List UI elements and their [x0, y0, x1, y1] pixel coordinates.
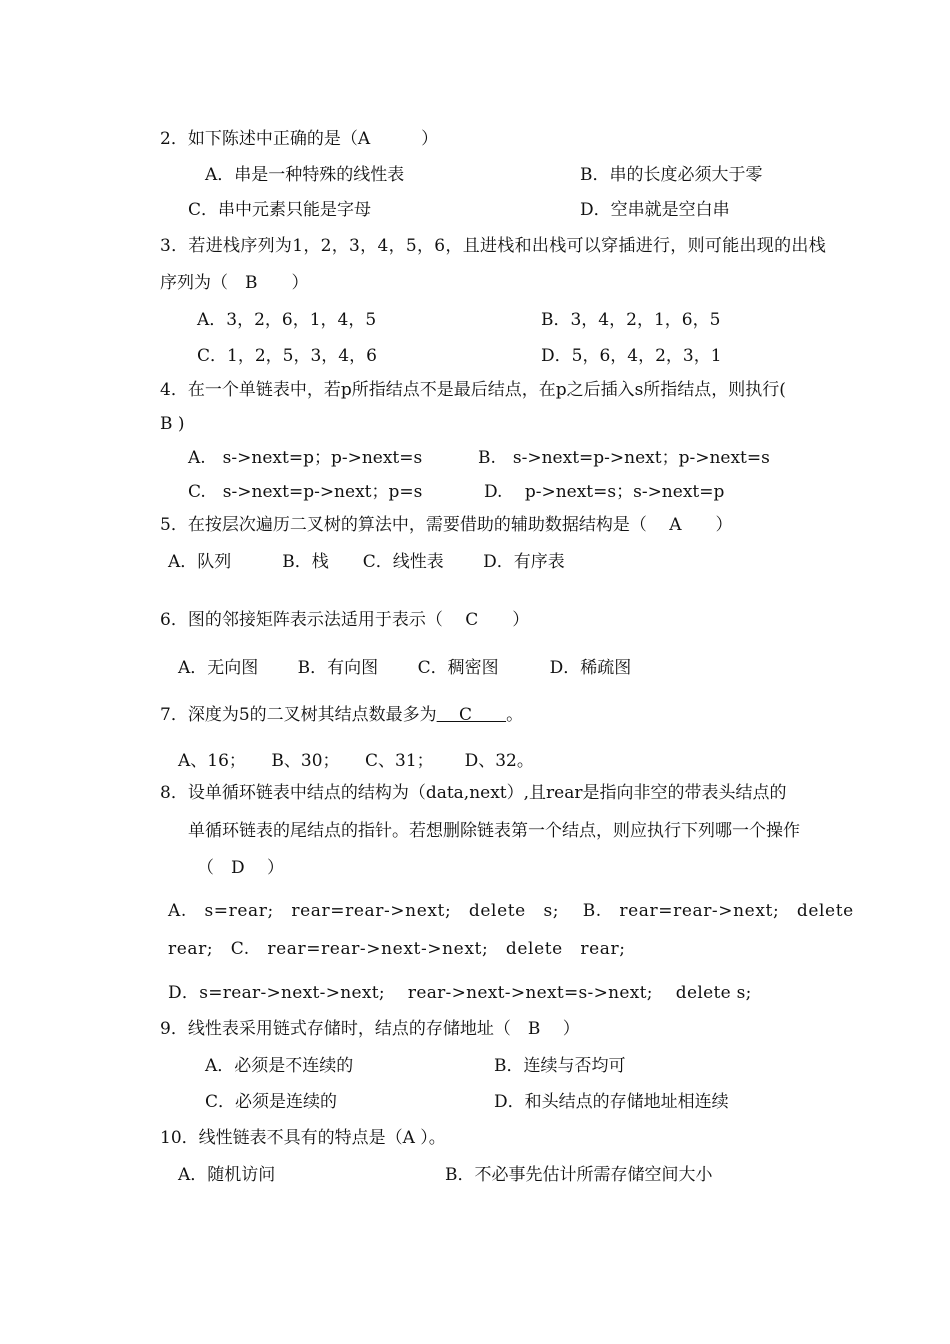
question-3-option-d: D．5，6，4，2，3，1: [541, 346, 722, 366]
question-7-stem-end: 。: [506, 705, 524, 725]
question-7-stem-text: 7．深度为5的二叉树其结点数最多为: [160, 705, 437, 725]
question-8-options-line1: A. s=rear; rear=rear->next; delete s; B. rear=rear->next; delete: [168, 901, 854, 921]
question-3-option-b: B．3，4，2，1，6，5: [541, 310, 721, 330]
question-7-stem: [160, 704, 523, 726]
question-9-option-c: C．必须是连续的: [205, 1092, 338, 1112]
question-9-option-b: B．连续与否均可: [494, 1056, 626, 1076]
question-10-option-b: B．不必事先估计所需存储空间大小: [445, 1165, 713, 1185]
question-4-option-a: A. s->next=p；p->next=s: [188, 448, 423, 468]
question-9-option-d: D．和头结点的存储地址相连续: [494, 1092, 729, 1112]
question-9-option-a: A．必须是不连续的: [205, 1056, 354, 1076]
question-4-stem-line2: B ): [160, 414, 185, 434]
question-10-stem: 10．线性链表不具有的特点是（A ）。: [160, 1128, 446, 1148]
question-4-option-d: D. p->next=s；s->next=p: [484, 482, 725, 502]
question-2-option-b: B．串的长度必须大于零: [580, 165, 763, 185]
question-6-stem: 6．图的邻接矩阵表示法适用于表示（ C ）: [160, 610, 530, 630]
question-2-option-a: A．串是一种特殊的线性表: [205, 165, 405, 185]
question-4-option-b: B. s->next=p->next；p->next=s: [478, 448, 770, 468]
question-3-option-c: C．1，2，5，3，4，6: [197, 346, 377, 366]
question-3-stem-line1: 3．若进栈序列为1，2，3，4，5，6，且进栈和出栈可以穿插进行，则可能出现的出栈: [160, 236, 827, 256]
question-7-answer-blank: C: [436, 705, 507, 725]
question-4-stem-line1: 4．在一个单链表中，若p所指结点不是最后结点，在p之后插入s所指结点，则执行(: [160, 380, 786, 400]
question-3-option-a: A．3，2，6，1，4，5: [197, 310, 377, 330]
question-4-option-c: C. s->next=p->next；p=s: [188, 482, 423, 502]
question-8-stem-line1: 8．设单循环链表中结点的结构为（data,next）,且rear是指向非空的带表头结点的: [160, 783, 787, 803]
question-7-options: A、16； B、30； C、31； D、32。: [178, 751, 534, 771]
question-3-stem-line2: 序列为（ B ）: [160, 273, 309, 293]
question-2-option-c: C．串中元素只能是字母: [188, 200, 372, 220]
question-5-stem: 5．在按层次遍历二叉树的算法中，需要借助的辅助数据结构是（ A ）: [160, 515, 733, 535]
question-8-options-line3: D．s=rear->next->next; rear->next->next=s->next; delete s;: [168, 983, 752, 1003]
question-5-options: A．队列 B．栈 C．线性表 D．有序表: [168, 552, 565, 572]
question-6-options: A．无向图 B．有向图 C．稠密图 D．稀疏图: [178, 658, 632, 678]
question-2-option-d: D．空串就是空白串: [580, 200, 730, 220]
question-8-options-line2: rear; C. rear=rear->next->next; delete rear;: [168, 939, 626, 959]
question-8-stem-line2: 单循环链表的尾结点的指针。若想删除链表第一个结点，则应执行下列哪一个操作: [188, 821, 800, 841]
question-9-stem: 9．线性表采用链式存储时，结点的存储地址（ B ）: [160, 1019, 580, 1039]
question-2-stem: 2．如下陈述中正确的是（A ）: [160, 129, 439, 149]
question-8-stem-line3: （ D ）: [197, 858, 285, 878]
question-10-option-a: A．随机访问: [178, 1165, 276, 1185]
